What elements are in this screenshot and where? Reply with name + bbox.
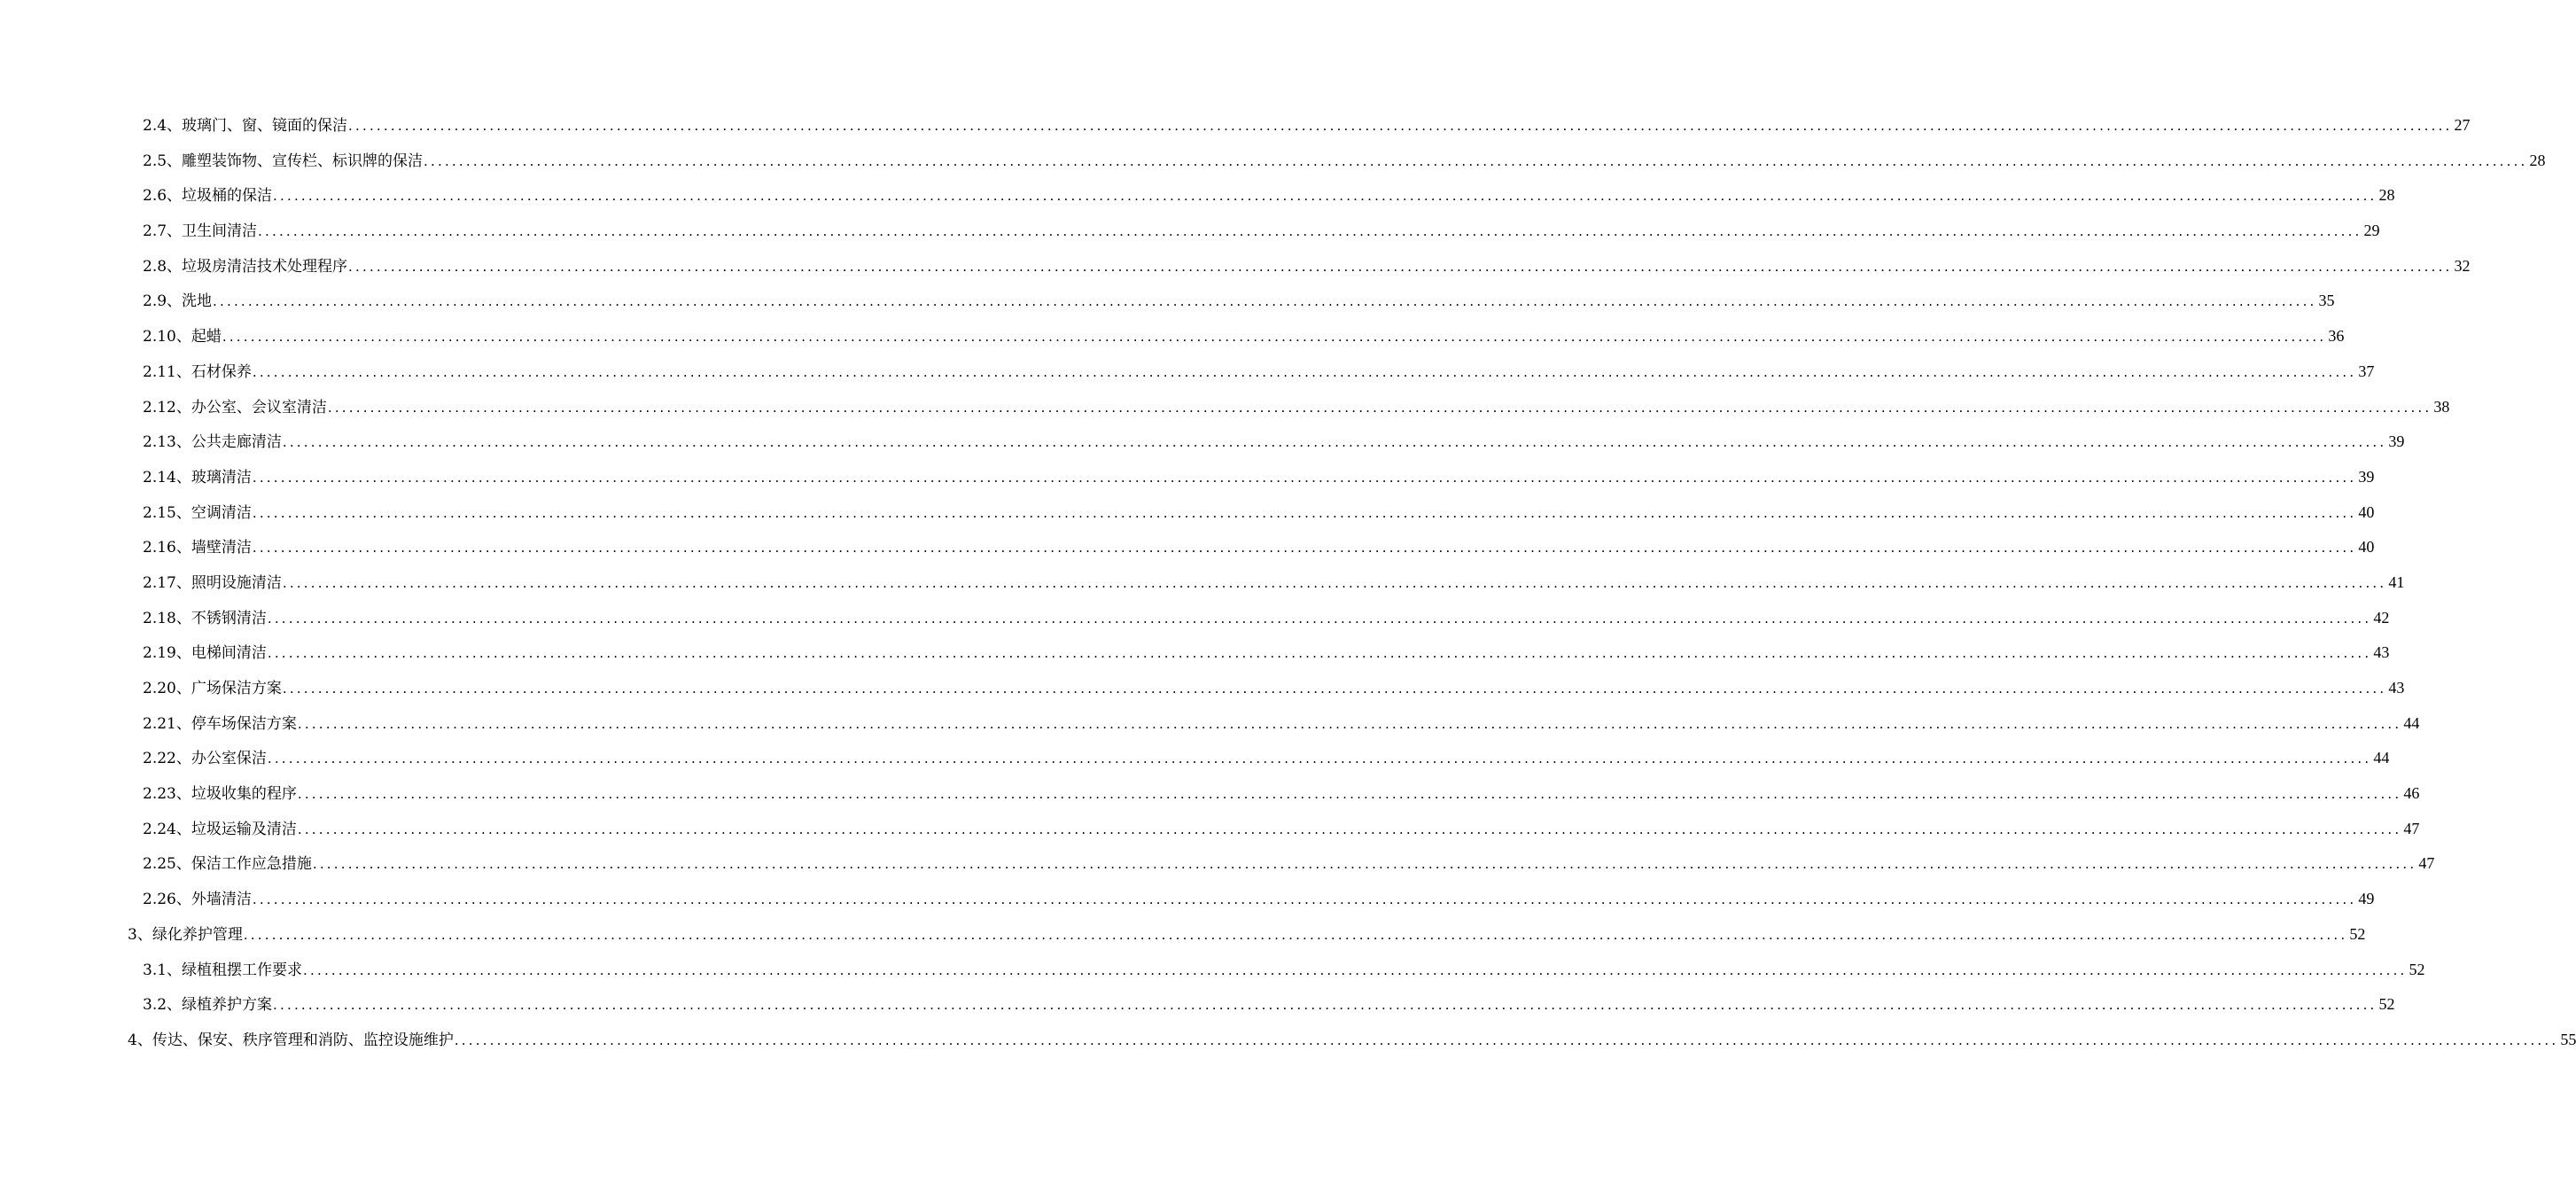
toc-entry-title: 3、绿化养护管理 xyxy=(128,925,243,944)
toc-entry-title: 2.13、公共走廊清洁 xyxy=(143,433,282,452)
toc-entry-leader: .......................................................................................................................................................................................................................................................................................................... xyxy=(273,188,2378,205)
toc-entry-title: 2.15、空调清洁 xyxy=(143,503,252,522)
toc-entry-page-number: 37 xyxy=(2358,362,2375,380)
toc-entry-page-number: 41 xyxy=(2388,572,2405,591)
toc-entry[interactable] xyxy=(0,776,2420,812)
toc-entry-leader: .......................................................................................................................................................................................................................................................................................................... xyxy=(424,152,2528,169)
toc-entry-leader: .......................................................................................................................................................................................................................................................................................................... xyxy=(222,329,2327,346)
toc-entry[interactable] xyxy=(0,882,2375,917)
toc-entry-leader: .......................................................................................................................................................................................................................................................................................................... xyxy=(243,926,2348,943)
toc-entry-title: 2.14、玻璃清洁 xyxy=(143,468,252,487)
toc-entry[interactable] xyxy=(0,178,2395,214)
toc-entry-page-number: 32 xyxy=(2454,256,2471,275)
toc-entry-leader: .......................................................................................................................................................................................................................................................................................................... xyxy=(348,258,2453,275)
toc-entry-page-number: 46 xyxy=(2403,784,2420,803)
toc-entry-title: 3.2、绿植养护方案 xyxy=(143,996,273,1015)
toc-entry[interactable] xyxy=(0,460,2375,495)
toc-entry[interactable] xyxy=(0,917,2366,953)
toc-entry-title: 2.4、玻璃门、窗、镜面的保洁 xyxy=(143,117,348,135)
toc-entry-page-number: 44 xyxy=(2403,713,2420,732)
toc-entry-page-number: 52 xyxy=(2409,960,2425,978)
toc-entry-title: 4、传达、保安、秩序管理和消防、监控设施维护 xyxy=(128,1031,454,1049)
toc-entry-page-number: 47 xyxy=(2418,854,2435,873)
toc-entry-title: 2.10、起蜡 xyxy=(143,328,222,346)
toc-entry-leader: .......................................................................................................................................................................................................................................................................................................... xyxy=(252,891,2357,908)
toc-entry-leader: .......................................................................................................................................................................................................................................................................................................... xyxy=(297,715,2402,732)
toc-entry[interactable] xyxy=(0,144,2546,179)
toc-entry-page-number: 27 xyxy=(2454,116,2471,134)
toc-entry-title: 2.22、办公室保洁 xyxy=(143,750,267,768)
toc-entry-page-number: 28 xyxy=(2529,151,2546,169)
toc-entry-title: 2.11、石材保养 xyxy=(143,362,252,381)
toc-entry-title: 2.5、雕塑装饰物、宣传栏、标识牌的保洁 xyxy=(143,152,424,170)
table-of-contents xyxy=(0,108,2576,1058)
toc-entry[interactable] xyxy=(0,424,2405,460)
toc-entry-leader: .......................................................................................................................................................................................................................................................................................................... xyxy=(282,681,2387,697)
toc-entry-title: 2.23、垃圾收集的程序 xyxy=(143,785,297,804)
toc-entry-leader: .......................................................................................................................................................................................................................................................................................................... xyxy=(312,856,2417,873)
toc-entry-title: 2.26、外墙清洁 xyxy=(143,891,252,909)
toc-entry-leader: .......................................................................................................................................................................................................................................................................................................... xyxy=(454,1031,2559,1048)
toc-entry[interactable] xyxy=(0,354,2375,390)
toc-entry-page-number: 44 xyxy=(2373,749,2390,767)
toc-entry-title: 2.6、垃圾桶的保洁 xyxy=(143,187,273,206)
toc-entry-leader: .......................................................................................................................................................................................................................................................................................................... xyxy=(297,821,2402,837)
toc-entry-title: 2.18、不锈钢清洁 xyxy=(143,609,267,627)
toc-entry[interactable] xyxy=(0,565,2405,601)
toc-entry-page-number: 43 xyxy=(2373,643,2390,662)
toc-entry[interactable] xyxy=(0,635,2390,671)
toc-entry-title: 2.12、办公室、会议室清洁 xyxy=(143,398,327,416)
toc-entry-page-number: 40 xyxy=(2358,538,2375,557)
toc-entry[interactable] xyxy=(0,601,2390,636)
toc-entry[interactable] xyxy=(0,953,2425,988)
toc-entry-title: 2.21、停车场保洁方案 xyxy=(143,714,297,733)
toc-entry-title: 2.19、电梯间清洁 xyxy=(143,644,267,663)
toc-entry-leader: .......................................................................................................................................................................................................................................................................................................... xyxy=(252,504,2357,521)
toc-entry-page-number: 29 xyxy=(2363,222,2380,240)
toc-entry-leader: .......................................................................................................................................................................................................................................................................................................... xyxy=(213,293,2317,310)
toc-entry-page-number: 47 xyxy=(2403,819,2420,837)
toc-entry-title: 3.1、绿植租摆工作要求 xyxy=(143,961,303,979)
toc-entry-leader: .......................................................................................................................................................................................................................................................................................................... xyxy=(252,540,2357,557)
toc-entry-title: 2.8、垃圾房清洁技术处理程序 xyxy=(143,257,348,276)
toc-entry-leader: .......................................................................................................................................................................................................................................................................................................... xyxy=(282,434,2387,451)
toc-entry-page-number: 35 xyxy=(2318,292,2335,310)
toc-entry-leader: .......................................................................................................................................................................................................................................................................................................... xyxy=(282,574,2387,591)
toc-entry[interactable] xyxy=(0,671,2405,706)
toc-entry-page-number: 38 xyxy=(2433,397,2450,416)
toc-entry-title: 2.24、垃圾运输及清洁 xyxy=(143,820,297,838)
toc-entry-leader: .......................................................................................................................................................................................................................................................................................................... xyxy=(327,399,2432,416)
toc-entry-leader: .......................................................................................................................................................................................................................................................................................................... xyxy=(252,469,2357,486)
toc-entry-page-number: 52 xyxy=(2349,924,2366,943)
toc-entry[interactable] xyxy=(0,846,2435,882)
toc-entry-page-number: 42 xyxy=(2373,608,2390,627)
toc-entry-page-number: 55 xyxy=(2560,1030,2576,1048)
toc-entry[interactable] xyxy=(0,812,2420,847)
toc-entry[interactable] xyxy=(0,530,2375,565)
toc-entry-title: 2.25、保洁工作应急措施 xyxy=(143,855,312,874)
toc-entry-title: 2.20、广场保洁方案 xyxy=(143,680,282,697)
toc-entry[interactable] xyxy=(0,1023,2576,1058)
toc-entry-title: 2.16、墙壁清洁 xyxy=(143,539,252,557)
toc-entry-page-number: 43 xyxy=(2388,679,2405,697)
toc-entry[interactable] xyxy=(0,741,2390,776)
toc-entry-page-number: 40 xyxy=(2358,502,2375,521)
toc-entry-leader: .......................................................................................................................................................................................................................................................................................................... xyxy=(258,223,2362,240)
toc-entry[interactable] xyxy=(0,214,2380,249)
toc-entry-page-number: 39 xyxy=(2388,432,2405,451)
toc-entry-title: 2.9、洗地 xyxy=(143,292,213,311)
toc-entry-leader: .......................................................................................................................................................................................................................................................................................................... xyxy=(267,645,2372,662)
toc-entry-leader: .......................................................................................................................................................................................................................................................................................................... xyxy=(267,751,2372,767)
toc-entry-title: 2.17、照明设施清洁 xyxy=(143,573,282,592)
toc-entry[interactable] xyxy=(0,284,2335,319)
toc-entry-leader: .......................................................................................................................................................................................................................................................................................................... xyxy=(348,118,2453,134)
toc-entry[interactable] xyxy=(0,390,2450,425)
toc-entry[interactable] xyxy=(0,108,2471,144)
toc-entry-page-number: 39 xyxy=(2358,467,2375,486)
toc-entry[interactable] xyxy=(0,249,2471,284)
toc-entry[interactable] xyxy=(0,319,2345,354)
toc-entry[interactable] xyxy=(0,706,2420,742)
toc-entry-leader: .......................................................................................................................................................................................................................................................................................................... xyxy=(303,961,2408,978)
toc-entry-leader: .......................................................................................................................................................................................................................................................................................................... xyxy=(252,363,2357,380)
toc-entry-leader: .......................................................................................................................................................................................................................................................................................................... xyxy=(267,610,2372,627)
toc-entry[interactable] xyxy=(0,987,2395,1023)
toc-entry[interactable] xyxy=(0,495,2375,531)
toc-entry-title: 2.7、卫生间清洁 xyxy=(143,222,258,241)
toc-entry-page-number: 49 xyxy=(2358,890,2375,908)
toc-entry-page-number: 28 xyxy=(2378,186,2395,205)
toc-entry-page-number: 52 xyxy=(2378,995,2395,1014)
toc-entry-leader: .......................................................................................................................................................................................................................................................................................................... xyxy=(273,997,2378,1014)
toc-entry-leader: .......................................................................................................................................................................................................................................................................................................... xyxy=(297,786,2402,803)
toc-entry-page-number: 36 xyxy=(2328,327,2345,346)
